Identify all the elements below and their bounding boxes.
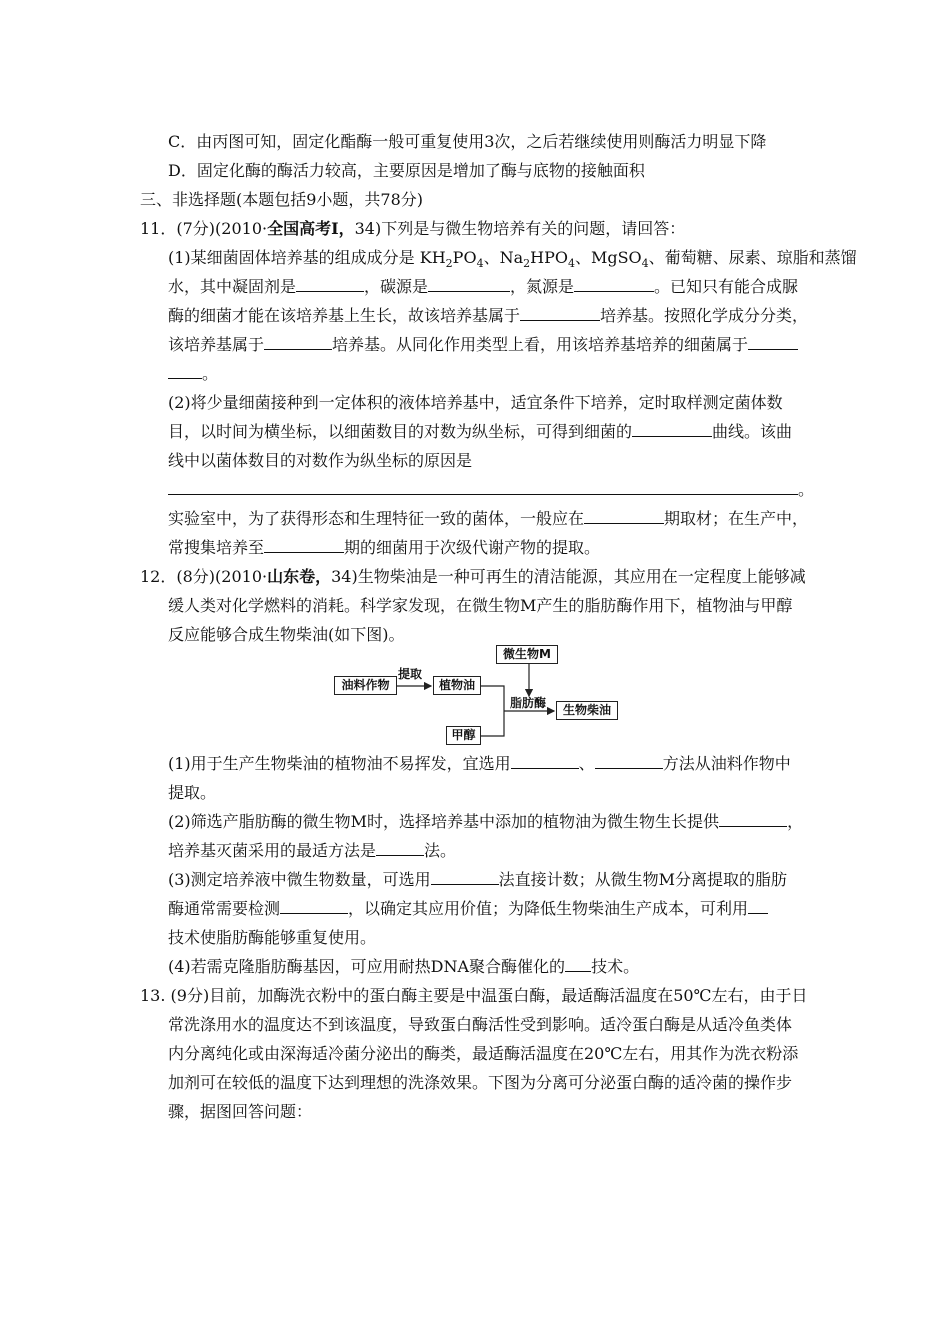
q11-p1-line2 [168,276,798,298]
label-lipase: 脂肪酶 [510,696,547,710]
subscript: 4 [641,257,649,271]
q13-line3: 内分离纯化或由深海适冷菌分泌出的酶类，最适酶活温度在20℃左右，用其作为洗衣粉添 [168,1044,799,1063]
q12-head-a: (8分)(2010· [176,567,268,586]
option-d: D．固定化酶的酶活力较高，主要原因是增加了酶与底物的接触面积 [168,161,645,180]
text: 、Na [483,248,524,267]
answer-blank[interactable] [748,335,798,350]
q11-p1-line3 [168,305,808,327]
text: 酶通常需要检测 [168,899,281,918]
q12-number: 12． [140,567,177,586]
q11-p1-line4 [168,334,798,356]
text: 培养基灭菌采用的最适方法是 [168,841,377,860]
text: (1)用于生产生物柴油的植物油不易挥发，宜选用 [168,754,511,773]
text: ， [787,812,804,831]
text: 技术。 [591,957,640,976]
text: 法。 [424,841,457,860]
answer-blank[interactable] [376,841,424,856]
text: 法直接计数；从微生物M分离提取的脂肪 [498,870,788,889]
q12-header [140,566,806,588]
subscript: 4 [476,257,484,271]
q12-p4-line1 [168,956,639,978]
q11-p2-line4 [168,479,814,501]
subscript: 2 [523,257,531,271]
q12-line3: 反应能够合成生物柴油(如下图)。 [168,625,405,644]
text: 、葡萄糖、尿素、琼脂和蒸馏 [648,248,857,267]
text: PO [452,248,477,267]
subscript: 2 [445,257,453,271]
label-extract: 提取 [398,667,423,681]
text: 期取材；在生产中， [664,509,809,528]
text: 期的细菌用于次级代谢产物的提取。 [344,538,601,557]
text: ，碳源是 [364,277,429,296]
q11-p2-line5 [168,508,808,530]
option-c: C．由丙图可知，固定化酯酶一般可重复使用3次，之后若继续使用则酶活力明显下降 [168,132,767,151]
text: (1)某细菌固体培养基的组成成分是 KH [168,248,446,267]
answer-blank[interactable] [280,899,348,914]
answer-blank-long[interactable] [168,480,798,495]
q12-p3-line2 [168,898,768,920]
text: 水，其中凝固剂是 [168,277,297,296]
q12-p1-line2: 提取。 [168,783,217,802]
q12-source: 山东卷， [267,567,332,586]
q13-line1: 13. (9分)目前，加酶洗衣粉中的蛋白酶主要是中温蛋白酶，最适酶活温度在50℃左右，由于日 [140,986,808,1005]
connector-merge [479,686,504,736]
text: 。已知只有能合成脲 [654,277,799,296]
answer-blank[interactable] [565,957,591,972]
text: 常搜集培养至 [168,538,265,557]
q11-number: 11． [140,219,177,238]
answer-blank[interactable] [584,509,664,524]
q11-p2-line1: (2)将少量细菌接种到一定体积的液体培养基中，适宜条件下培养，定时取样测定菌体数 [168,393,783,412]
answer-blank[interactable] [595,754,663,769]
text: 培养基。按照化学成分分类， [600,306,809,325]
text: 该培养基属于 [168,335,265,354]
answer-blank[interactable] [574,277,654,292]
text: ，氮源是 [510,277,575,296]
q12-line2: 缓人类对化学燃料的消耗。科学家发现，在微生物M产生的脂肪酶作用下，植物油与甲醇 [168,596,793,615]
answer-blank[interactable] [264,538,344,553]
answer-blank[interactable] [748,899,768,914]
q12-p1-line1 [168,753,791,775]
q11-p2-line6 [168,537,600,559]
q12-p3-line3: 技术使脂肪酶能够重复使用。 [168,928,377,947]
q11-source: 全国高考Ⅰ， [267,219,355,238]
text: 酶的细菌才能在该培养基上生长，故该培养基属于 [168,306,521,325]
text: 方法从油料作物中 [662,754,791,773]
answer-blank[interactable] [719,812,787,827]
subscript: 4 [567,257,575,271]
q11-p1-line5 [168,363,218,385]
q13-line5: 骤，据图回答问题： [168,1102,313,1121]
q12-head-c: 34)生物柴油是一种可再生的清洁能源，其应用在一定程度上能够减 [331,567,806,586]
text: HPO [530,248,568,267]
box-oil-crop: 油料作物 [334,676,397,695]
text: 目，以时间为横坐标，以细菌数目的对数为纵坐标，可得到细菌的 [168,422,633,441]
answer-blank[interactable] [428,277,510,292]
q11-head-c: 34)下列是与微生物培养有关的问题，请回答： [354,219,686,238]
box-microbe-m: 微生物M [496,645,558,664]
text: (4)若需克隆脂肪酶基因，可应用耐热DNA聚合酶催化的 [168,957,566,976]
text: 、MgSO [574,248,642,267]
biodiesel-diagram [332,640,622,748]
q13-line4: 加剂可在较低的温度下达到理想的洗涤效果。下图为分离可分泌蛋白酶的适冷菌的操作步 [168,1073,793,1092]
q11-header [140,218,685,240]
box-biodiesel: 生物柴油 [556,701,618,720]
text: 。 [202,364,219,383]
q13-line2: 常洗涤用水的温度达不到该温度，导致蛋白酶活性受到影响。适冷蛋白酶是从适冷鱼类体 [168,1015,793,1034]
box-vegetable-oil: 植物油 [433,676,481,695]
section-title: 三、非选择题(本题包括9小题，共78分) [140,190,424,209]
q11-p2-line2 [168,421,792,443]
q12-p2-line2 [168,840,456,862]
q12-p2-line1 [168,811,803,833]
answer-blank[interactable] [168,364,202,379]
text: 实验室中，为了获得形态和生理特征一致的菌体，一般应在 [168,509,585,528]
q12-p3-line1 [168,869,787,891]
text: ，以确定其应用价值；为降低生物柴油生产成本，可利用 [348,899,749,918]
answer-blank[interactable] [296,277,364,292]
text: 培养基。从同化作用类型上看，用该培养基培养的细菌属于 [332,335,749,354]
q11-p1-line1 [168,247,857,269]
answer-blank[interactable] [520,306,600,321]
box-methanol: 甲醇 [446,726,481,745]
text: 。 [798,480,815,499]
q11-p2-line3: 线中以菌体数目的对数作为纵坐标的原因是 [168,451,473,470]
text: 、 [578,754,595,773]
answer-blank[interactable] [264,335,332,350]
answer-blank[interactable] [632,422,712,437]
text: (3)测定培养液中微生物数量，可选用 [168,870,431,889]
text: 曲线。该曲 [712,422,793,441]
answer-blank[interactable] [511,754,579,769]
answer-blank[interactable] [431,870,499,885]
text: (2)筛选产脂肪酶的微生物M时，选择培养基中添加的植物油为微生物生长提供 [168,812,720,831]
q11-head-a: (7分)(2010· [176,219,268,238]
